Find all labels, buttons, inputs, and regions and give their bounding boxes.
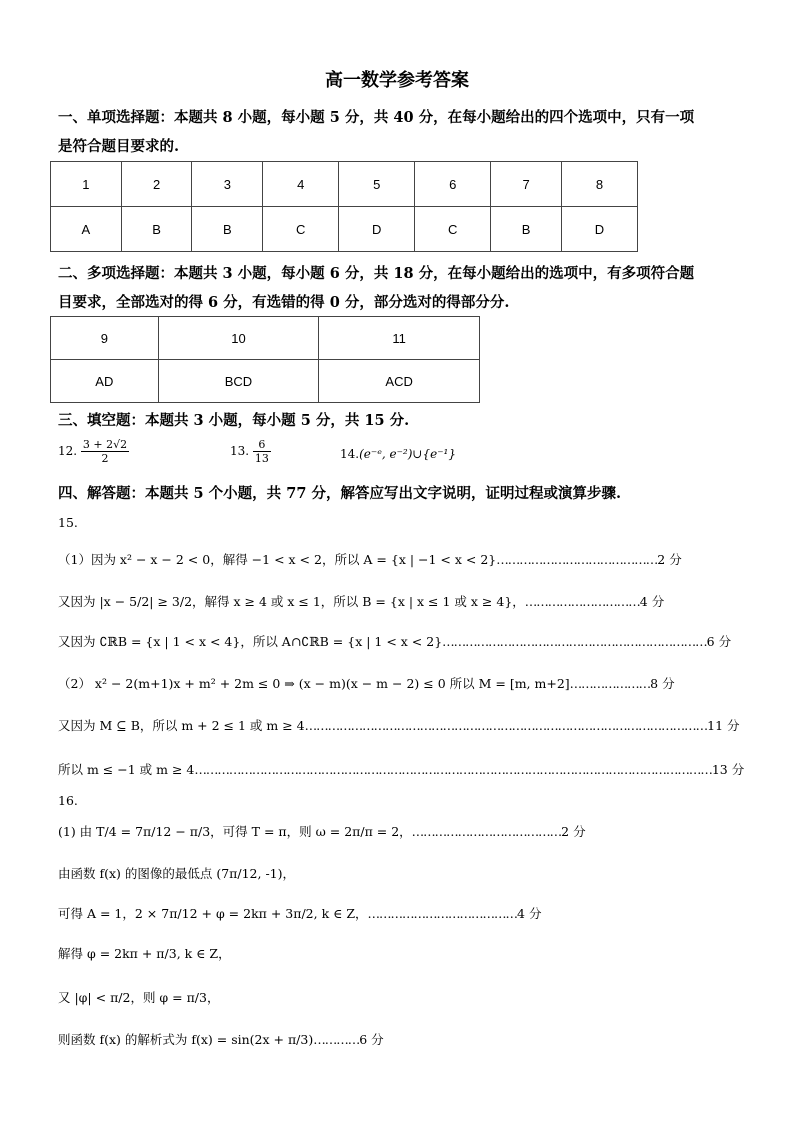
section1-heading-line2: 是符合题目要求的. <box>58 138 180 155</box>
q16-label: 16. <box>58 793 78 808</box>
score: 4 分 <box>517 906 542 921</box>
table-cell: 4 <box>263 162 339 207</box>
table-cell: 10 <box>158 317 319 360</box>
line-text: 又因为 M ⊆ B，所以 m + 2 ≤ 1 或 m ≥ 4 <box>58 718 305 733</box>
table-cell: 7 <box>491 162 562 207</box>
q15-line <box>58 632 731 650</box>
table-cell: B <box>121 207 192 252</box>
section4-heading: 四、解答题：本题共 5 个小题，共 77 分，解答应写出文字说明，证明过程或演算步骤. <box>58 485 622 502</box>
line-text: 则函数 f(x) 的解析式为 f(x) = sin(2x + π/3) <box>58 1032 314 1047</box>
q15-line <box>58 592 664 610</box>
score: 8 分 <box>650 676 675 691</box>
q13-label: 13. <box>230 444 250 458</box>
leader-dots: ………………… <box>569 676 651 691</box>
q15-label: 15. <box>58 515 78 530</box>
q13-numerator: 6 <box>253 438 271 452</box>
table-cell: C <box>263 207 339 252</box>
line-text: （1）因为 x² − x − 2 < 0，解得 −1 < x < 2，所以 A = {x | −1 < x < 2} <box>58 552 497 567</box>
score: 6 分 <box>706 634 732 649</box>
table-cell: 2 <box>121 162 192 207</box>
q16-line <box>58 988 219 1006</box>
table-cell: 11 <box>319 317 480 360</box>
q14-label: 14. <box>340 447 360 461</box>
leader-dots: …………………………………………………………… <box>442 634 707 649</box>
score: 13 分 <box>711 762 745 777</box>
line-text: 又因为 ∁ℝB = {x | 1 < x < 4}，所以 A∩∁ℝB = {x | 1 < x < 2} <box>58 634 443 649</box>
table-cell: C <box>415 207 491 252</box>
table-cell: 1 <box>51 162 122 207</box>
table-row <box>51 317 480 360</box>
q12-numerator: 3 + 2√2 <box>82 438 128 451</box>
table-cell: BCD <box>158 360 319 403</box>
table-cell: 6 <box>415 162 491 207</box>
table-cell: B <box>192 207 263 252</box>
section2-heading-line1: 二、多项选择题：本题共 3 小题，每小题 6 分，共 18 分，在每小题给出的选项中，有多项符合题 <box>58 265 695 282</box>
leader-dots: ………………………………… <box>367 906 518 921</box>
line-text: （2） x² − 2(m+1)x + m² + 2m ≤ 0 ⇒ (x − m)(x − m − 2) ≤ 0 所以 M = [m, m+2] <box>58 676 570 691</box>
leader-dots: ……………………………………………………………………………………………………………………… <box>194 762 712 777</box>
q12-label: 12. <box>58 444 78 458</box>
table-row <box>51 360 480 403</box>
line-text: 又 |φ| < π/2，则 φ = π/3， <box>58 990 220 1005</box>
leader-dots: ………… <box>313 1032 360 1047</box>
table-cell: B <box>491 207 562 252</box>
table-cell: D <box>561 207 637 252</box>
q15-line <box>58 674 675 692</box>
answer-q14 <box>340 447 456 461</box>
score: 4 分 <box>639 594 665 609</box>
score: 6 分 <box>359 1032 384 1047</box>
q15-line <box>58 550 682 568</box>
score: 2 分 <box>657 552 682 567</box>
score: 11 分 <box>707 718 740 733</box>
multi-choice-table <box>50 316 480 403</box>
q14-answer: (e⁻ᵉ, e⁻²)∪{e⁻¹} <box>359 447 456 461</box>
q12-fraction <box>81 438 129 465</box>
leader-dots: …………………………………… <box>496 552 658 567</box>
score: 2 分 <box>561 824 586 839</box>
line-text: 所以 m ≤ −1 或 m ≥ 4 <box>58 762 195 777</box>
q16-line <box>58 904 541 922</box>
q16-line <box>58 1030 384 1048</box>
answer-q13 <box>230 438 271 465</box>
leader-dots: …………………………………………………………………………………………… <box>304 718 708 733</box>
table-cell: 5 <box>339 162 415 207</box>
q16-line <box>58 944 231 962</box>
leader-dots: ………………………………… <box>411 824 562 839</box>
single-choice-table <box>50 161 638 252</box>
q16-line <box>58 822 586 840</box>
table-cell: D <box>339 207 415 252</box>
q16-line <box>58 864 295 882</box>
table-cell: A <box>51 207 122 252</box>
q15-line <box>58 760 744 778</box>
line-text: 又因为 |x − 5/2| ≥ 3/2，解得 x ≥ 4 或 x ≤ 1，所以 B = {x | x ≤ 1 或 x ≥ 4}， <box>58 594 525 609</box>
q12-denominator: 2 <box>101 452 109 465</box>
page-title: 高一数学参考答案 <box>325 70 469 91</box>
table-cell: ACD <box>319 360 480 403</box>
line-text: 由函数 f(x) 的图像的最低点 (7π/12, -1)， <box>58 866 296 881</box>
section3-heading: 三、填空题：本题共 3 小题，每小题 5 分，共 15 分. <box>58 412 410 429</box>
q13-denominator: 13 <box>254 452 269 465</box>
section1-heading-line1: 一、单项选择题：本题共 8 小题，每小题 5 分，共 40 分，在每小题给出的四个选项中，只有一项 <box>58 109 695 126</box>
line-text: 解得 φ = 2kπ + π/3, k ∈ Z， <box>58 946 231 961</box>
section2-heading-line2: 目要求，全部选对的得 6 分，有选错的得 0 分，部分选对的得部分分. <box>58 294 510 311</box>
answer-q12 <box>58 438 129 465</box>
table-row <box>51 207 638 252</box>
line-text: 可得 A = 1，2 × 7π/12 + φ = 2kπ + 3π/2, k ∈ Z， <box>58 906 368 921</box>
table-cell: AD <box>51 360 159 403</box>
table-cell: 3 <box>192 162 263 207</box>
q13-fraction <box>253 438 271 465</box>
table-cell: 8 <box>561 162 637 207</box>
q15-line <box>58 716 740 734</box>
table-row <box>51 162 638 207</box>
table-cell: 9 <box>51 317 159 360</box>
line-text: (1) 由 T/4 = 7π/12 − π/3，可得 T = π，则 ω = 2π/π = 2， <box>58 824 412 839</box>
leader-dots: ………………………… <box>524 594 640 609</box>
